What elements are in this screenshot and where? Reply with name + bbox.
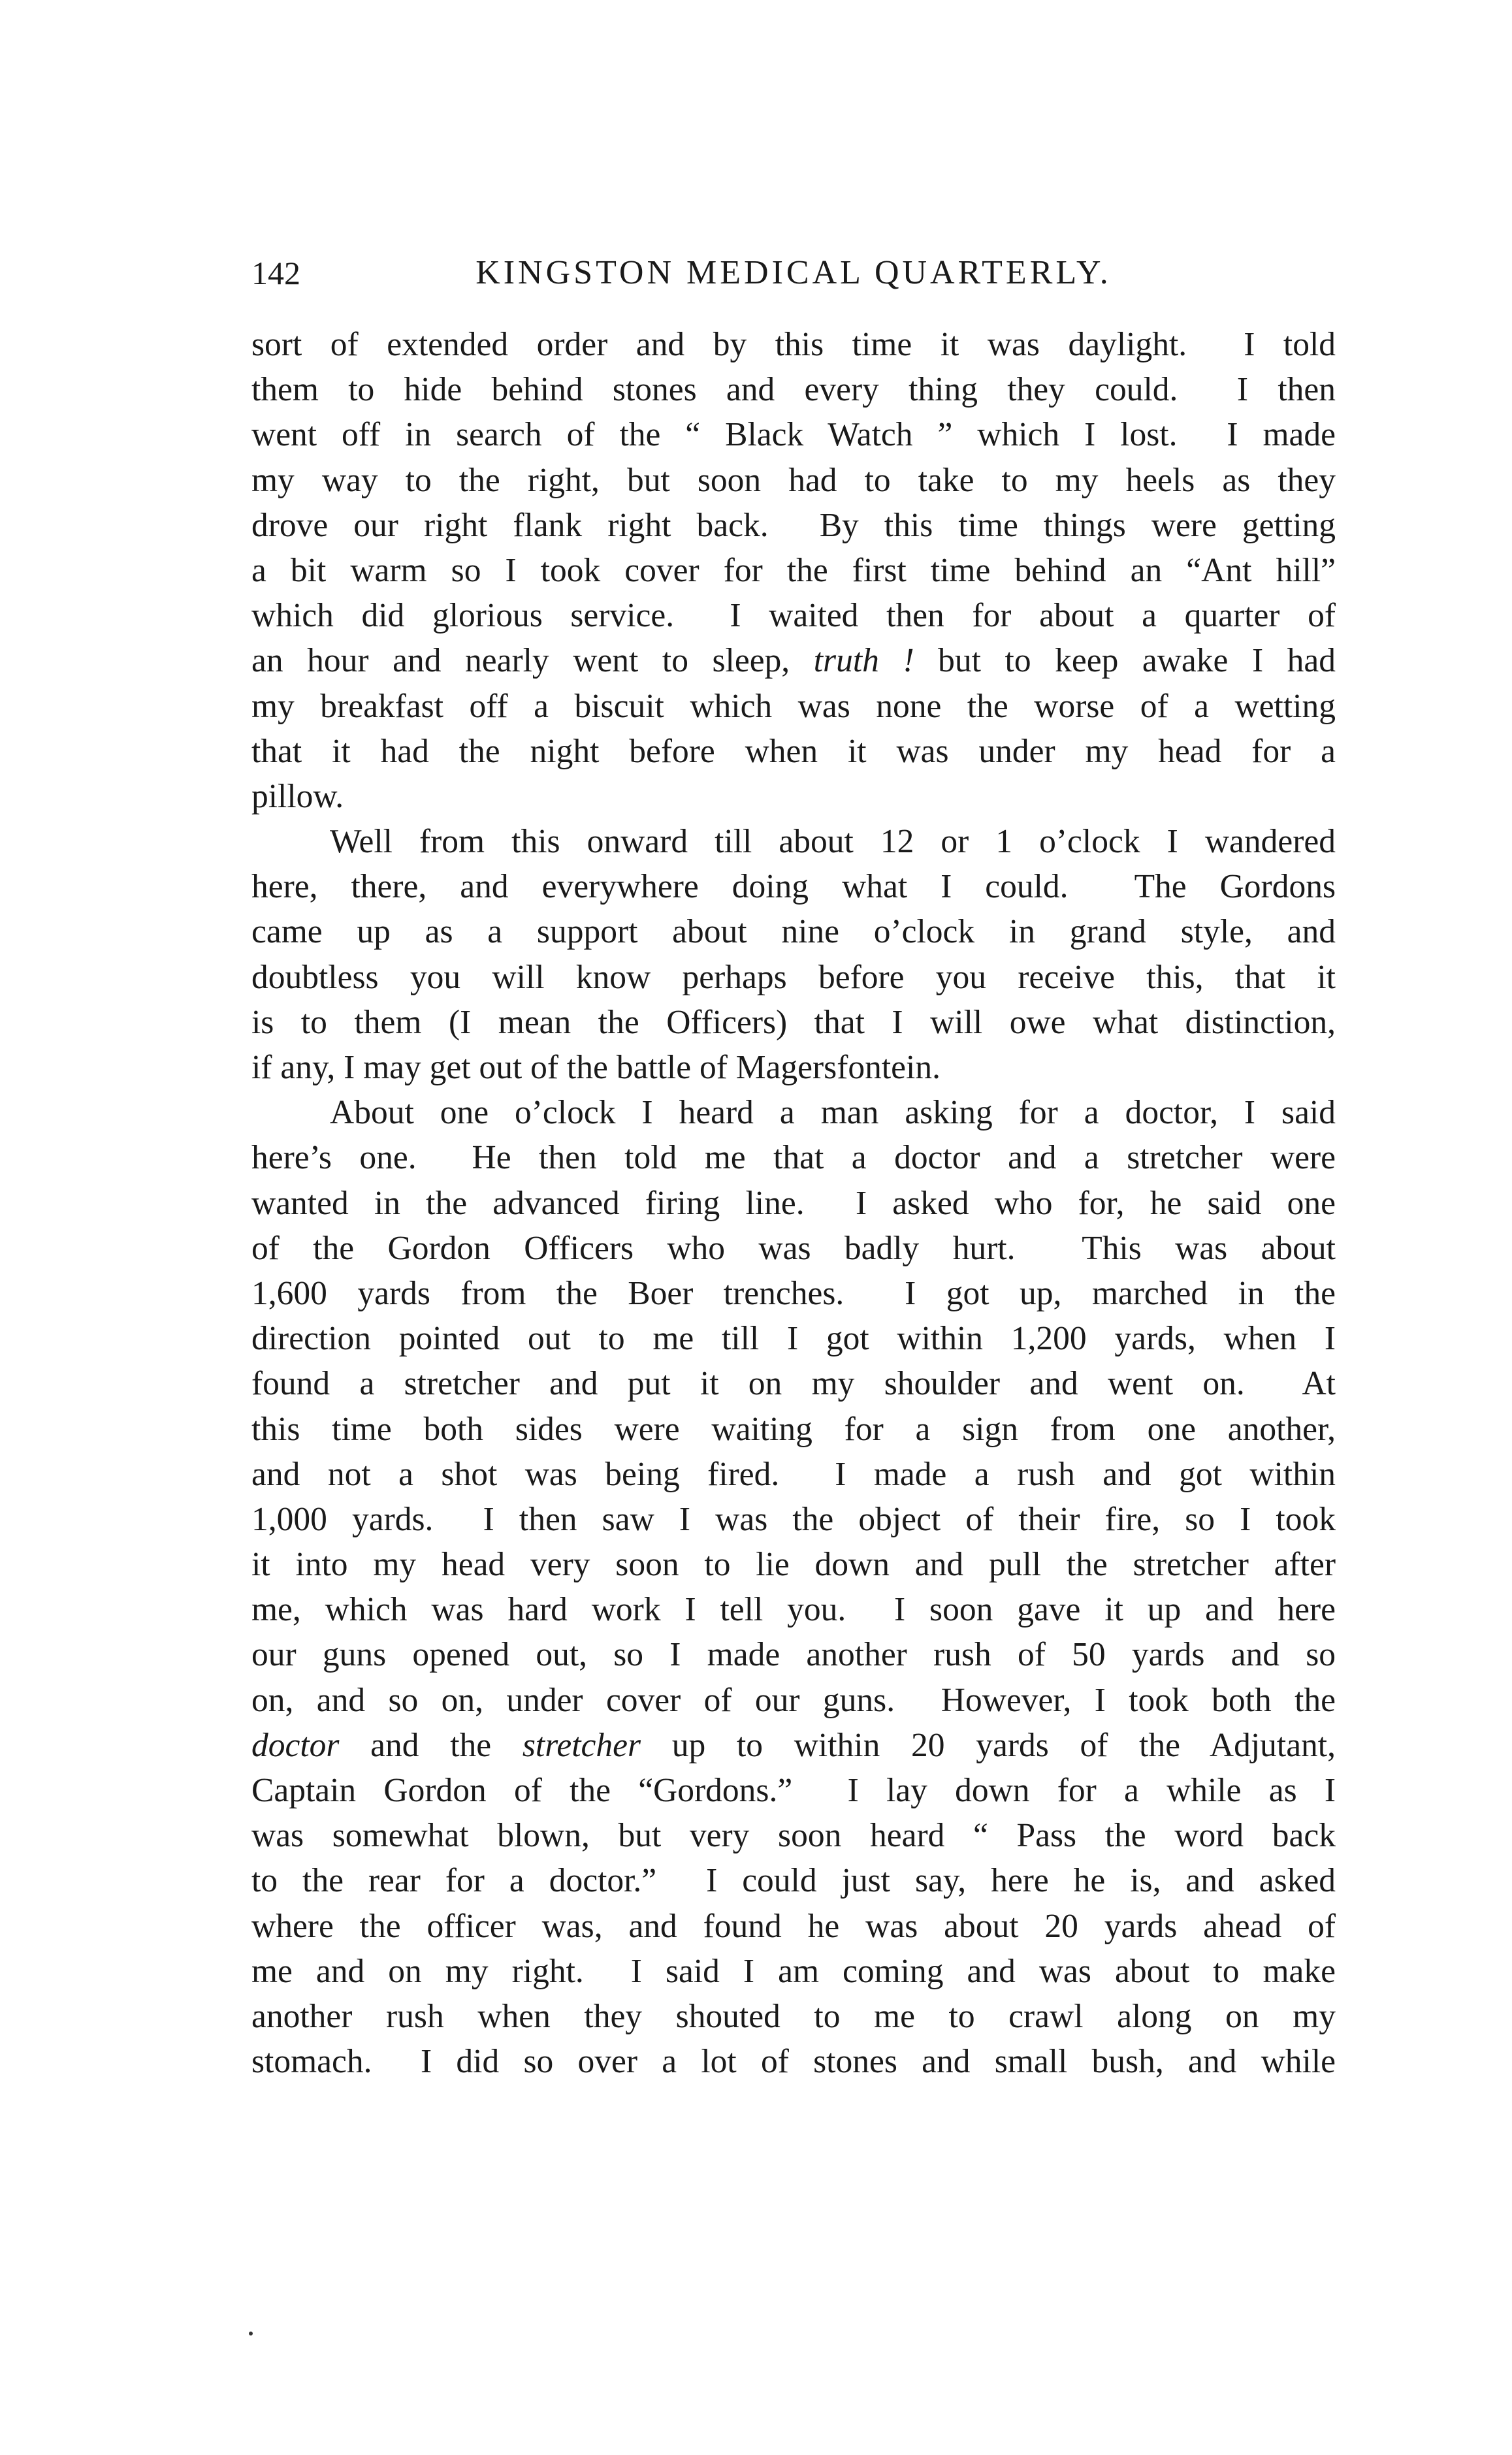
text-line [251,367,1336,412]
text-line [251,1813,1336,1858]
text-line [251,458,1336,503]
line-text: found a stretcher and put it on my shoulder and went on. At [251,1365,1336,1403]
line-text: doubtless you will know perhaps before you receive this, that it [251,958,1336,996]
line-text: another rush when they shouted to me to crawl along on my [251,1997,1336,2035]
text-line [251,774,1336,819]
line-text: was somewhat blown, but very soon heard “ Pass the word back [251,1817,1336,1855]
line-text: pillow. [251,777,344,815]
running-title: KINGSTON MEDICAL QUARTERLY. [475,254,1112,291]
line-text: About one o’clock I heard a man asking for a doctor, I said [330,1094,1336,1132]
body-text [251,322,1336,2084]
text-line [251,548,1336,593]
text-line [251,1632,1336,1677]
line-text: a bit warm so I took cover for the first time behind an “Ant hill” [251,551,1336,589]
line-text: here’s one. He then told me that a doctor and a stretcher were [251,1139,1336,1177]
text-line [251,1678,1336,1723]
line-text: drove our right flank right back. By this time things were getting [251,506,1336,544]
text-line [251,503,1336,548]
text-line [251,1542,1336,1587]
text-line [251,1181,1336,1226]
line-text: stomach. I did so over a lot of stones and small bush, and while [251,2043,1336,2081]
text-line [251,684,1336,729]
line-text: it into my head very soon to lie down and pull the stretcher after [251,1546,1336,1584]
page-header [251,247,1336,299]
line-text: this time both sides were waiting for a sign from one another, [251,1410,1336,1448]
line-text: that it had the night before when it was under my head for a [251,732,1336,770]
line-text: and not a shot was being fired. I made a rush and got within [251,1455,1336,1493]
text-line [251,1768,1336,1813]
text-line [251,1949,1336,1994]
line-text: an hour and nearly went to sleep, [251,642,814,680]
text-line [251,2039,1336,2084]
text-line [251,955,1336,1000]
text-line [251,322,1336,367]
text-line [251,1316,1336,1361]
text-line [251,864,1336,909]
text-line [251,1452,1336,1497]
line-text: went off in search of the “ Black Watch ” which I lost. I made [251,416,1336,454]
text-line [251,1000,1336,1045]
line-text: wanted in the advanced firing line. I asked who for, he said one [251,1184,1336,1222]
text-line [251,1045,1336,1090]
text-line [251,1226,1336,1271]
page-number: 142 [251,255,300,291]
line-text: 1,000 yards. I then saw I was the object of their fire, so I took [251,1500,1336,1538]
text-line [251,909,1336,954]
text-line [251,1723,1336,1768]
line-text: but to keep awake I had [914,642,1336,680]
line-text: up to within 20 yards of the Adjutant, [641,1726,1336,1764]
line-text: me, which was hard work I tell you. I soon gave it up and here [251,1591,1336,1629]
text-line [251,1271,1336,1316]
italic-text: doctor [251,1726,340,1764]
line-text: our guns opened out, so I made another rush of 50 yards and so [251,1636,1336,1674]
line-text: on, and so on, under cover of our guns. However, I took both the [251,1681,1336,1719]
line-text: where the officer was, and found he was about 20 yards ahead of [251,1907,1336,1945]
line-text: here, there, and everywhere doing what I could. The Gordons [251,868,1336,906]
stray-ink-mark [249,2332,253,2335]
text-line [251,1497,1336,1542]
line-text: and the [339,1726,523,1764]
line-text: me and on my right. I said I am coming and was about to make [251,1952,1336,1990]
line-text: of the Gordon Officers who was badly hurt. This was about [251,1229,1336,1267]
line-text: them to hide behind stones and every thing they could. I then [251,371,1336,409]
text-line [251,1994,1336,2039]
line-text: if any, I may get out of the battle of Magersfontein. [251,1049,941,1086]
line-text: to the rear for a doctor.” I could just say, here he is, and asked [251,1862,1336,1900]
text-line [251,412,1336,457]
text-line [251,1407,1336,1452]
line-text: my way to the right, but soon had to take to my heels as they [251,461,1336,499]
italic-text: stretcher [522,1726,641,1764]
line-text: is to them (I mean the Officers) that I will owe what distinction, [251,1003,1336,1041]
line-text: Captain Gordon of the “Gordons.” I lay down for a while as I [251,1772,1336,1809]
text-line [251,638,1336,683]
line-text: direction pointed out to me till I got within 1,200 yards, when I [251,1320,1336,1358]
text-line [251,1090,1336,1135]
text-line [251,1904,1336,1949]
line-text: my breakfast off a biscuit which was none the worse of a wetting [251,687,1336,725]
line-text: sort of extended order and by this time it was daylight. I told [251,326,1336,363]
line-text: came up as a support about nine o’clock in grand style, and [251,913,1336,951]
text-line [251,1135,1336,1180]
italic-text: truth ! [813,642,914,680]
text-line [251,729,1336,774]
line-text: 1,600 yards from the Boer trenches. I got up, marched in the [251,1274,1336,1312]
line-text: Well from this onward till about 12 or 1 o’clock I wandered [330,823,1336,861]
text-line [251,1361,1336,1406]
text-line [251,819,1336,864]
line-text: which did glorious service. I waited then for about a quarter of [251,597,1336,635]
text-line [251,593,1336,638]
text-line [251,1587,1336,1632]
text-line [251,1858,1336,1903]
